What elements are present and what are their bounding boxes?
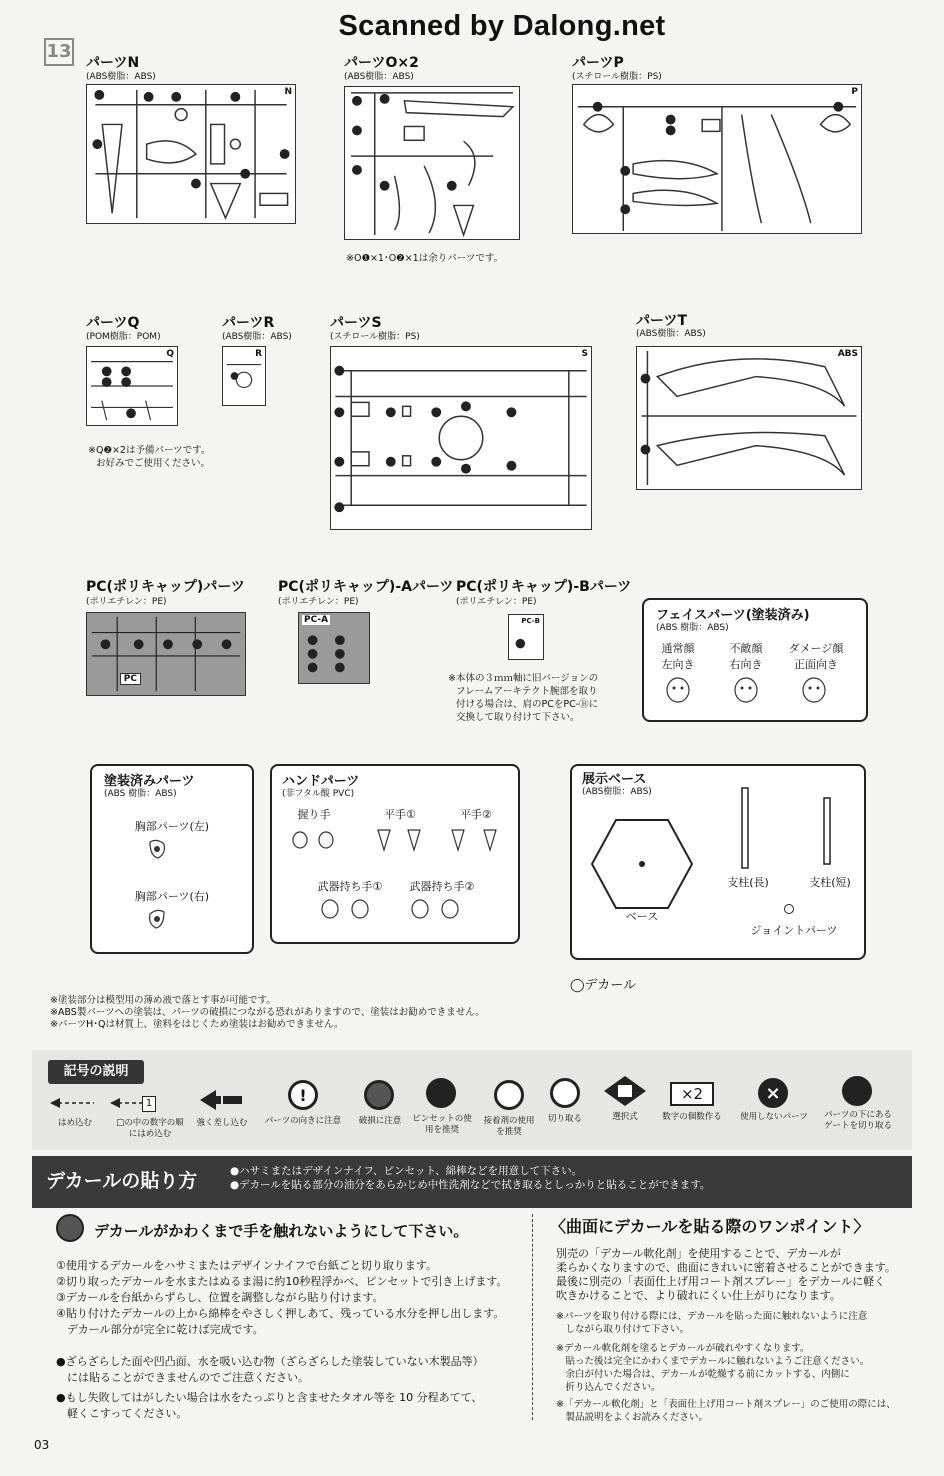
- order-number-box: 1: [142, 1096, 156, 1112]
- sprue-n-title: パーツN: [86, 55, 140, 71]
- breakage-caution-icon: [364, 1080, 394, 1110]
- sprue-n-material: (ABS樹脂：ABS): [86, 72, 156, 82]
- sprue-pcb-note-3: 付ける場合は、肩のPCをPC-Ⓑに: [456, 699, 599, 710]
- symbol-insert-label: はめ込む: [57, 1118, 92, 1128]
- decal-caution-1: ●ざらざらした面や凹凸面、水を吸い込む物（ざらざらした塗装していない木製品等）: [56, 1355, 484, 1368]
- decal-tip-3: 最後に別売の「表面仕上げ用コート剤スプレー」をデカールに軽く: [556, 1275, 886, 1288]
- hand-flat2-label: 平手②: [460, 808, 492, 821]
- sprue-q-parts-drawing: [87, 347, 177, 425]
- sprue-pc-material: (ポリエチレン：PE): [86, 597, 167, 607]
- joint-part-label: ジョイントパーツ: [750, 924, 838, 937]
- sprue-t-parts-drawing: [637, 347, 861, 489]
- symbol-glue-label: 接着剤の使用を推奨: [483, 1116, 535, 1137]
- symbol-quantity-label: 数字の個数作る: [662, 1112, 722, 1122]
- decal-tip-note-2: ※デカール軟化剤を塗るとデカールが破れやすくなります。: [556, 1343, 810, 1354]
- painted-parts-title: 塗装済みパーツ: [104, 774, 195, 789]
- sprue-p-material: (スチロール樹脂：PS): [572, 72, 662, 82]
- sprue-s-parts-drawing: [331, 347, 591, 529]
- sprue-s-tag: S: [581, 349, 588, 359]
- decal-tip-note-3: ※「デカール軟化剤」と「表面仕上げ用コート剤スプレー」のご使用の際には、: [556, 1399, 896, 1410]
- decal-sub-1: ●ハサミまたはデザインナイフ、ピンセット、綿棒などを用意して下さい。: [230, 1165, 583, 1177]
- sprue-pcb-note-2: フレームアーキテクト腕部を取り: [456, 686, 598, 697]
- quantity-x2-icon: ×2: [670, 1082, 714, 1106]
- chest-left-label: 胸部パーツ(左): [134, 820, 210, 833]
- decal-tip-4: 吹きかけることで、より破れにくい仕上がりになります。: [556, 1289, 841, 1302]
- face-2-label: 不敵顔 右向き: [729, 642, 763, 671]
- hand-icons-row1: [290, 826, 510, 856]
- no-touch-icon: [56, 1214, 84, 1242]
- sprue-n-tag: N: [284, 87, 292, 97]
- decal-tip-note-3b: 製品説明をよくお読みください。: [556, 1412, 709, 1423]
- sprue-o-note: ※O❶×1･O❷×1は余りパーツです。: [346, 253, 504, 264]
- sprue-pca-material: (ポリエチレン：PE): [278, 597, 359, 607]
- sprue-o-frame: [344, 86, 520, 240]
- sprue-s-frame: [330, 346, 592, 530]
- pillar-long-label: 支柱(長): [727, 876, 769, 889]
- decal-tip-note-2d: 折り込んでください。: [556, 1382, 661, 1393]
- sprue-n-parts-drawing: [87, 85, 295, 223]
- symbol-unused-label: 使用しないパーツ: [740, 1112, 808, 1122]
- pillar-short-icon: [820, 796, 834, 866]
- press-firmly-icon: [200, 1088, 244, 1112]
- symbol-gate-label: パーツの下にあるゲートを切り取る: [823, 1110, 892, 1131]
- decal-tip-title: 〈曲面にデカールを貼る際のワンポイント〉: [550, 1217, 870, 1236]
- gate-cut-icon: [842, 1076, 872, 1106]
- sprue-q-note-1: ※Q❷×2は予備パーツです。: [88, 445, 211, 456]
- pillar-short-label: 支柱(短): [809, 876, 851, 889]
- decal-caution-1b: には貼ることができませんのでご注意ください。: [56, 1371, 309, 1384]
- decal-sub-2: ●デカールを貼る部分の油分をあらかじめ中性洗剤などで拭き取るとしっかりと貼ることができます。: [230, 1179, 711, 1191]
- decal-tip-note-2b: 貼った後は完全にかわくまでデカールに触れないようご注意ください。: [556, 1356, 870, 1367]
- symbol-legend-title: 記号の説明: [48, 1060, 144, 1084]
- symbol-orientation-label: パーツの向きに注意: [264, 1116, 342, 1126]
- face-3-label: ダメージ顔 正面向き: [788, 642, 844, 671]
- decal-step-2: ②切り取ったデカールを水またはぬるま湯に約10秒程浮かべ、ピンセットで引き上げます。: [56, 1275, 508, 1288]
- decal-step-3: ③デカールを台紙からずらし、位置を調整しながら貼り付けます。: [56, 1291, 384, 1304]
- symbol-tweezers-label: ピンセットの使用を推奨: [412, 1114, 472, 1135]
- symbol-breakage-label: 破損に注意: [358, 1116, 402, 1126]
- sprue-q-tag: Q: [166, 349, 174, 359]
- chest-left-icon: [146, 838, 168, 862]
- hand-grip-label: 握り手: [297, 808, 331, 821]
- decal-warning-title: デカールがかわくまで手を触れないようにして下さい。: [94, 1222, 469, 1240]
- decal-column-divider: [532, 1214, 533, 1420]
- decal-item-label: ◯デカール: [570, 978, 637, 993]
- face-icons: [662, 676, 852, 706]
- decal-caution-2b: 軽くこすってください。: [56, 1407, 188, 1420]
- selection-icon: [602, 1074, 648, 1108]
- sprue-s-title: パーツS: [330, 315, 382, 331]
- sprue-r-material: (ABS樹脂：ABS): [222, 332, 292, 342]
- sprue-p-tag: P: [851, 87, 858, 97]
- sprue-o-title: パーツO×2: [344, 55, 419, 71]
- hand-weapon2-label: 武器持ち手②: [409, 880, 475, 893]
- decal-tip-note-1b: しながら取り付けて下さい。: [556, 1324, 690, 1335]
- hand-icons-row2: [316, 896, 466, 922]
- insert-arrow-icon: [50, 1096, 96, 1110]
- decal-tip-note-1: ※パーツを取り付ける際には、デカールを貼った面に触れないように注意: [556, 1311, 868, 1322]
- joint-part-icon: [784, 904, 794, 914]
- face-1-label: 通常顔 左向き: [661, 642, 695, 671]
- hand-weapon1-label: 武器持ち手①: [317, 880, 383, 893]
- sprue-q-material: (POM樹脂：POM): [86, 332, 161, 342]
- sprue-r-title: パーツR: [222, 315, 275, 331]
- base-hexagon-icon: [590, 816, 694, 912]
- sprue-pc-frame: [86, 612, 246, 696]
- orientation-caution-icon: !: [288, 1080, 318, 1110]
- insert-order-arrow-icon: [110, 1096, 144, 1110]
- decal-step-4: ④貼り付けたデカールの上から綿棒をやさしく押しあて、残っている水分を押し出します。: [56, 1307, 505, 1320]
- sprue-n-frame: [86, 84, 296, 224]
- sprue-pc-title: PC(ポリキャップ)パーツ: [86, 579, 245, 595]
- sprue-q-title: パーツQ: [86, 315, 140, 331]
- sprue-pcb-title: PC(ポリキャップ)-Bパーツ: [456, 579, 632, 595]
- sprue-o-material: (ABS樹脂：ABS): [344, 72, 414, 82]
- decal-section-title: デカールの貼り方: [46, 1170, 198, 1192]
- sprue-r-tag: R: [255, 349, 262, 359]
- sprue-p-frame: [572, 84, 862, 234]
- chest-right-icon: [146, 908, 168, 932]
- painted-parts-material: (ABS 樹脂：ABS): [104, 789, 177, 799]
- sprue-s-material: (スチロール樹脂：PS): [330, 332, 420, 342]
- hand-flat1-label: 平手①: [384, 808, 416, 821]
- sprue-pcb-material: (ポリエチレン：PE): [456, 597, 537, 607]
- sprue-pcb-frame: [508, 614, 544, 660]
- sprue-pca-frame: [298, 612, 370, 684]
- symbol-press-label: 強く差し込む: [196, 1118, 248, 1128]
- sprue-t-tag: ABS: [837, 349, 858, 359]
- face-parts-material: (ABS 樹脂：ABS): [656, 623, 729, 633]
- warning-3: ※パーツH･Qは材質上、塗料をはじくため塗装はお勧めできません。: [50, 1019, 344, 1030]
- sprue-t-frame: [636, 346, 862, 490]
- face-parts-title: フェイスパーツ(塗装済み): [656, 608, 810, 623]
- decal-tip-note-2c: 余白が付いた場合は、デカールが乾燥する前にカットする、内側に: [556, 1369, 850, 1380]
- decal-step-1: ①使用するデカールをハサミまたはデザインナイフで台紙ごと切り取ります。: [56, 1259, 437, 1272]
- sprue-pca-tag: PC-A: [304, 615, 329, 625]
- sprue-pca-title: PC(ポリキャップ)-Aパーツ: [278, 579, 454, 595]
- sprue-r-frame: [222, 346, 266, 406]
- step-number: 13: [44, 38, 74, 66]
- decal-step-4b: デカール部分が完全に乾けば完成です。: [56, 1323, 264, 1336]
- cut-icon: [550, 1078, 580, 1108]
- sprue-pc-tag: PC: [120, 673, 141, 685]
- sprue-o-parts-drawing: [345, 87, 519, 239]
- sprue-pcb-note-4: 交換して取り付けて下さい。: [456, 712, 580, 723]
- tweezers-icon: [426, 1078, 456, 1108]
- symbol-cut-label: 切り取る: [547, 1114, 582, 1124]
- sprue-q-note-2: お好みでご使用ください。: [96, 458, 211, 469]
- warning-1: ※塗装部分は模型用の薄め液で落とす事が可能です。: [50, 995, 276, 1006]
- symbol-selection-label: 選択式: [612, 1112, 638, 1122]
- sprue-pc-parts-drawing: [87, 613, 245, 695]
- page-number: 03: [34, 1438, 50, 1452]
- display-base-material: (ABS樹脂：ABS): [582, 787, 652, 797]
- sprue-pcb-tag: PC-B: [521, 617, 540, 625]
- unused-part-icon: ×: [758, 1078, 788, 1108]
- pillar-long-icon: [738, 786, 752, 870]
- sprue-p-title: パーツP: [572, 55, 624, 71]
- sprue-t-title: パーツT: [636, 313, 687, 329]
- hand-parts-material: (非フタル酸 PVC): [282, 789, 355, 799]
- decal-caution-2: ●もし失敗してはがしたい場合は水をたっぷりと含ませたタオル等を 10 分程あてて、: [56, 1391, 483, 1404]
- hand-parts-title: ハンドパーツ: [282, 774, 360, 789]
- warning-2: ※ABS製パーツへの塗装は、パーツの破損につながる恐れがありますので、塗装はお勧めできません。: [50, 1007, 485, 1018]
- sprue-q-frame: [86, 346, 178, 426]
- sprue-t-material: (ABS樹脂：ABS): [636, 329, 706, 339]
- symbol-insert-order-label: □の中の数字の順にはめ込む: [116, 1118, 184, 1139]
- base-label: ベース: [625, 910, 659, 923]
- decal-tip-2: 柔らかくなりますので、曲面にきれいに密着させることができます。: [556, 1261, 896, 1274]
- sprue-pcb-note-1: ※本体の３ｍｍ軸に旧バージョンの: [448, 673, 599, 684]
- watermark-text: Scanned by Dalong.net: [338, 10, 666, 42]
- display-base-title: 展示ベース: [582, 772, 647, 787]
- decal-tip-1: 別売の「デカール軟化剤」を使用することで、デカールが: [556, 1247, 841, 1260]
- sprue-p-parts-drawing: [573, 85, 861, 233]
- glue-icon: [494, 1080, 524, 1110]
- chest-right-label: 胸部パーツ(右): [134, 890, 210, 903]
